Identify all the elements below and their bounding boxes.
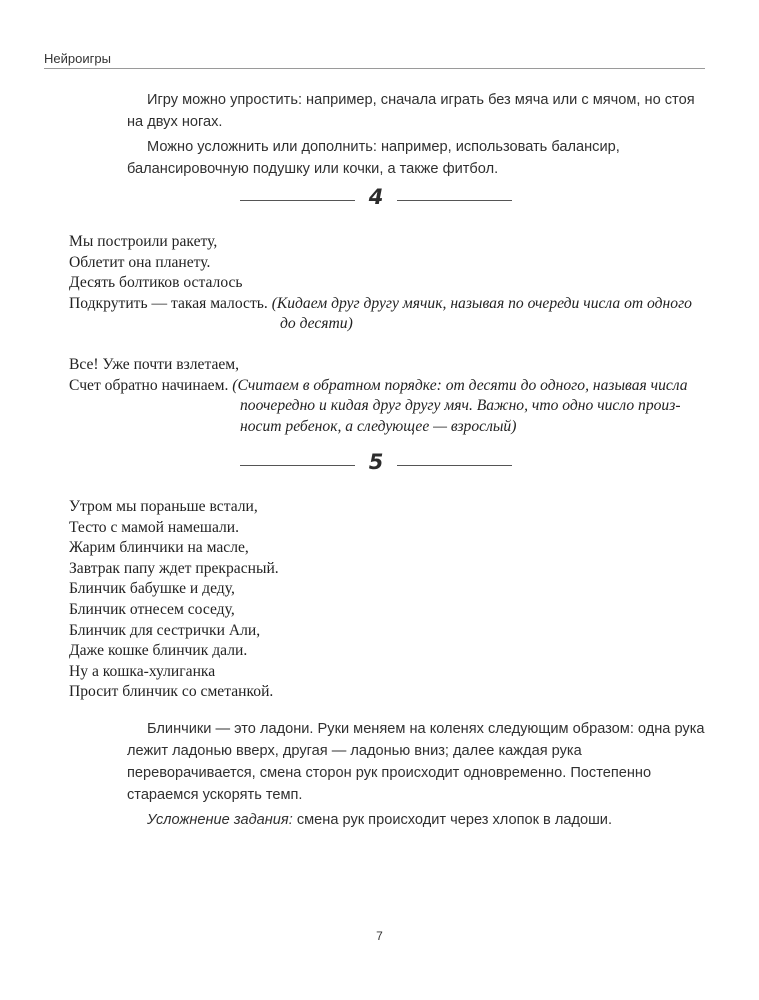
divider-line-left: [240, 465, 355, 466]
verse-line-with-note: [69, 376, 719, 397]
intro-text: [127, 89, 712, 180]
header-rule: [44, 68, 705, 69]
section-4-verse: [69, 232, 719, 437]
section-5-verse: [69, 497, 719, 703]
verse-line: Десять болтиков осталось: [69, 274, 243, 292]
page-number: 7: [376, 929, 383, 943]
complication-label: Усложнение задания:: [147, 812, 293, 828]
game-description: Блинчики — это ладони. Руки меняем на коленях следующим образом: одна рука лежит ладонью вверх, другая — ладонью вниз; далее каждая рука переворачивается, смена сторон рук происходит одновременно. Постепенно стараемся ускорять темп.: [127, 721, 705, 803]
section-number: 4: [368, 185, 384, 209]
verse-line: Блинчик отнесем соседу,: [69, 600, 235, 618]
intro-paragraph-complicate: Можно усложнить или дополнить: например, использовать балансир, балансировочную подушку или кочки, а также фитбол.: [127, 139, 620, 177]
verse-text: Счет обратно начинаем.: [69, 376, 233, 394]
verse-line-with-note: [69, 294, 719, 315]
section-number: 5: [368, 450, 384, 474]
verse-line: Облетит она планету.: [69, 253, 211, 271]
divider-line-right: [397, 200, 512, 201]
instruction-note-continuation: поочередно и кидая друг другу мяч. Важно, что одно число произ-: [240, 397, 681, 415]
running-header: Нейроигры: [44, 51, 111, 66]
verse-line: Жарим блинчики на масле,: [69, 539, 249, 557]
section-divider-5: [240, 450, 512, 477]
verse-line: Завтрак папу ждет прекрасный.: [69, 559, 279, 577]
instruction-note-continuation: до десяти): [280, 315, 353, 333]
verse-text: Подкрутить — такая малость.: [69, 294, 272, 312]
verse-line: Блинчик для сестрички Али,: [69, 621, 261, 639]
verse-line: Утром мы пораньше встали,: [69, 498, 258, 515]
instruction-note: (Кидаем друг другу мячик, называя по очереди числа от одного: [271, 294, 692, 312]
section-divider-4: [240, 185, 512, 212]
verse-line: Тесто с мамой намешали.: [69, 518, 240, 536]
verse-line: Блинчик бабушке и деду,: [69, 580, 235, 598]
divider-line-left: [240, 200, 355, 201]
verse-line: Даже кошке блинчик дали.: [69, 642, 248, 660]
instruction-note-continuation: носит ребенок, а следующее — взрослый): [240, 417, 517, 435]
instruction-note: (Считаем в обратном порядке: от десяти до одного, называя числа: [232, 376, 688, 394]
intro-paragraph-simplify: Игру можно упростить: например, сначала играть без мяча или с мячом, но стоя на двух ногах.: [127, 92, 695, 130]
divider-line-right: [397, 465, 512, 466]
verse-line: Все! Уже почти взлетаем,: [69, 355, 240, 373]
verse-line: Ну а кошка-хулиганка: [69, 662, 216, 680]
complication-text: смена рук происходит через хлопок в ладоши.: [292, 812, 613, 828]
verse-line: Мы построили ракету,: [69, 233, 218, 250]
verse-line: Просит блинчик со сметанкой.: [69, 683, 274, 701]
complication-paragraph: [127, 809, 712, 831]
section-5-description: [127, 718, 712, 831]
